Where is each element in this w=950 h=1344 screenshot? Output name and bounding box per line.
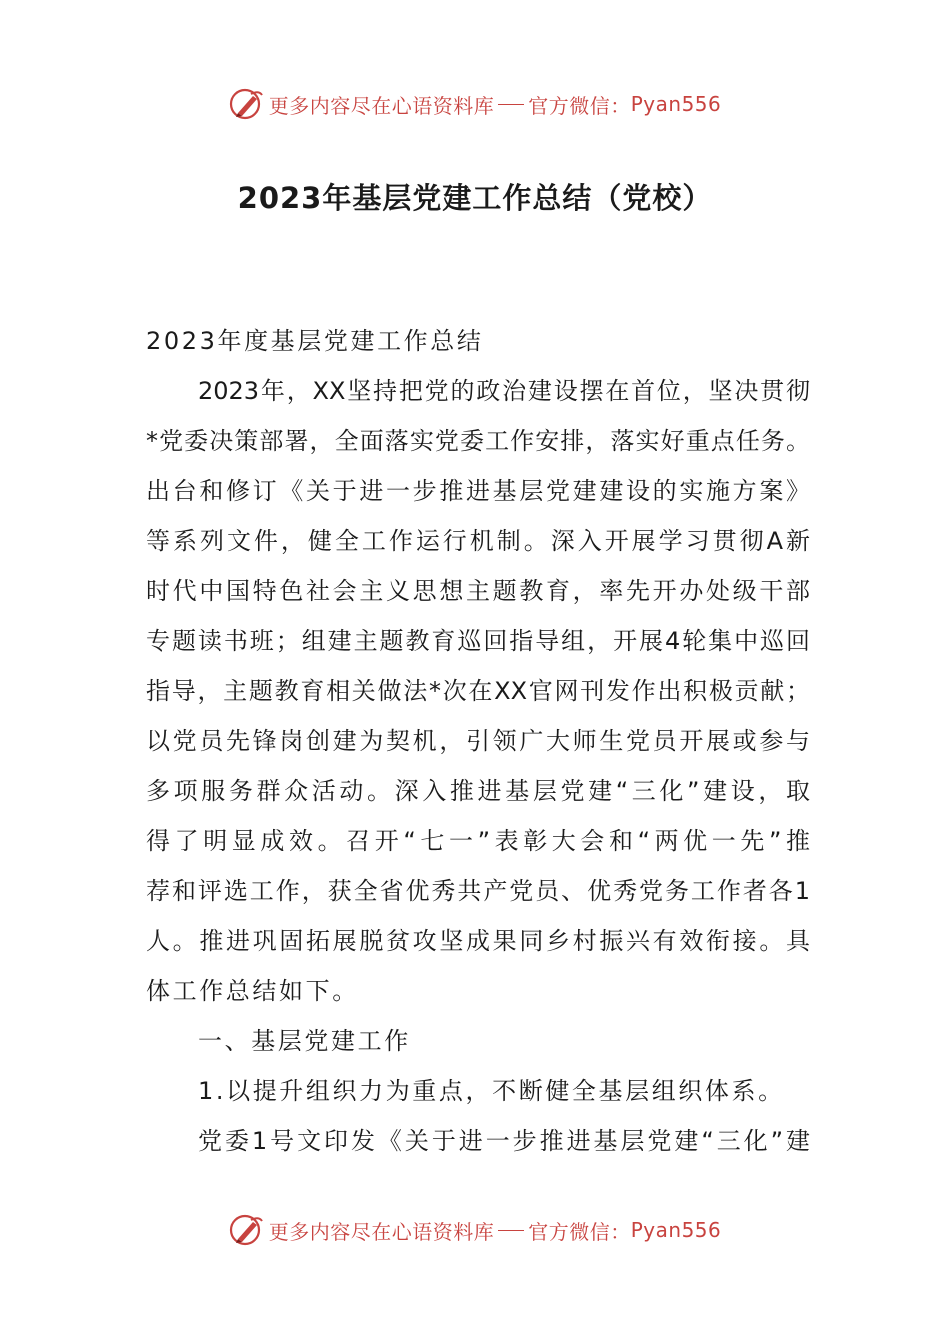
section-heading: 一、基层党建工作 [198, 1027, 411, 1055]
document-body [146, 316, 810, 1166]
paragraph-line: 时代中国特色社会主义思想主题教育，率先开办处级干部 [146, 577, 810, 605]
banner-contact-label: 官方微信： [528, 93, 631, 118]
paragraph-line: *党委决策部署，全面落实党委工作安排，落实好重点任务。 [146, 427, 810, 455]
paragraph-line: 人。推进巩固拓展脱贫攻坚成果同乡村振兴有效衔接。具 [146, 927, 810, 955]
paragraph-line: 出台和修订《关于进一步推进基层党建建设的实施方案》 [146, 477, 810, 505]
banner-text: 更多内容尽在心语资料库 [268, 1219, 495, 1244]
paragraph-line: 2023年，XX坚持把党的政治建设摆在首位，坚决贯彻 [198, 377, 810, 405]
header-watermark-banner [0, 82, 950, 126]
paragraph-line: 体工作总结如下。 [146, 977, 359, 1005]
paragraph-line: 以党员先锋岗创建为契机，引领广大师生党员开展或参与 [146, 727, 810, 755]
pen-logo-icon [229, 1212, 265, 1248]
document-title: 2023年基层党建工作总结（党校） [237, 181, 713, 215]
pen-logo-icon [229, 86, 265, 122]
paragraph-line: 多项服务群众活动。深入推进基层党建“三化”建设，取 [146, 777, 810, 805]
banner-contact-id: Pyan556 [630, 92, 722, 116]
paragraph-line: 荐和评选工作，获全省优秀共产党员、优秀党务工作者各1 [146, 877, 810, 905]
subsection-heading: 1.以提升组织力为重点，不断健全基层组织体系。 [198, 1077, 785, 1105]
footer-watermark-banner [0, 1208, 950, 1252]
banner-dash [498, 1230, 524, 1231]
banner-contact-id: Pyan556 [630, 1218, 722, 1242]
paragraph-line: 等系列文件，健全工作运行机制。深入开展学习贯彻A新 [146, 527, 810, 555]
paragraph-line: 专题读书班；组建主题教育巡回指导组，开展4轮集中巡回 [146, 627, 810, 655]
banner-contact-label: 官方微信： [528, 1219, 631, 1244]
banner-text: 更多内容尽在心语资料库 [268, 93, 495, 118]
paragraph-line: 指导，主题教育相关做法*次在XX官网刊发作出积极贡献； [146, 677, 810, 705]
subtitle-line: 2023年度基层党建工作总结 [146, 327, 484, 355]
paragraph-line: 得了明显成效。召开“七一”表彰大会和“两优一先”推 [146, 827, 810, 855]
paragraph-line: 党委1号文印发《关于进一步推进基层党建“三化”建 [198, 1127, 810, 1155]
banner-dash [498, 104, 524, 105]
